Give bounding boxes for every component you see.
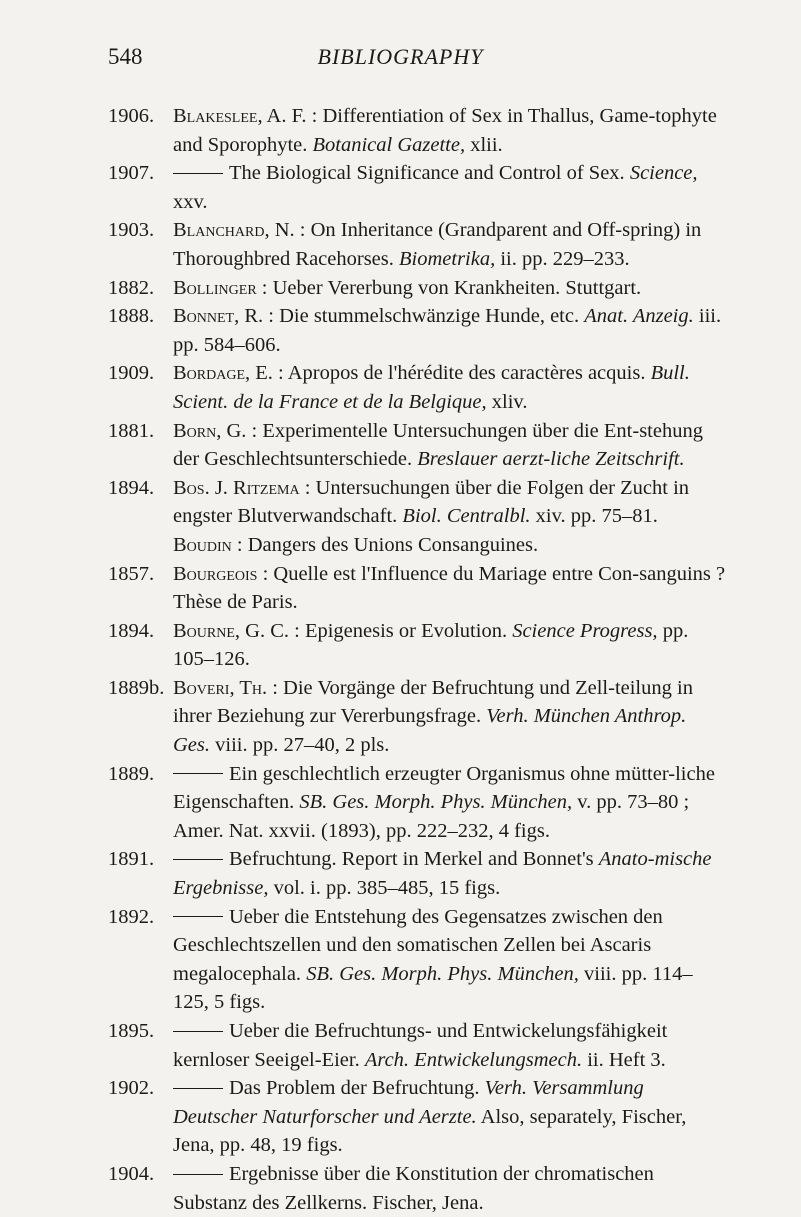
entry-title: : Untersuchungen über die Folgen der Zucht in engster Blutverwandschaft.: [173, 476, 690, 528]
page-number: 548: [108, 44, 143, 69]
entry-year: 1881.: [108, 419, 155, 442]
entry-author: Bos. J. Ritzema: [173, 476, 300, 499]
bibliography-entry: [108, 474, 728, 531]
entry-text: [173, 1074, 728, 1160]
entry-author: Blakeslee, A. F.: [173, 105, 307, 127]
entry-year: 1889b.: [108, 676, 165, 699]
entry-citation: viii. pp. 27–40, 2 pls.: [210, 734, 390, 757]
page-header: [0, 44, 801, 84]
bibliography-entry: [108, 674, 728, 760]
entry-text: [173, 359, 728, 416]
entry-year: 1906.: [108, 105, 155, 127]
entry-citation: xliv.: [486, 390, 528, 413]
entry-citation: iii. pp. 584–606.: [173, 305, 722, 356]
entry-text: [173, 417, 728, 474]
entry-journal: Anat. Anzeig.: [584, 305, 694, 328]
bibliography-entry: [108, 1074, 728, 1160]
ditto-dash: [173, 773, 223, 774]
entry-year: 1907.: [108, 162, 155, 185]
entry-year: 1894.: [108, 619, 155, 642]
entry-text: [173, 674, 728, 760]
entry-year: 1894.: [108, 476, 155, 499]
entry-citation: pp. 105–126.: [173, 619, 689, 671]
bibliography-entry: [108, 617, 728, 674]
entry-author: Bollinger: [173, 276, 257, 299]
entry-citation: viii. pp. 114–125, 5 figs.: [173, 962, 693, 1014]
entry-year: 1857.: [108, 562, 155, 585]
ditto-dash: [173, 859, 223, 860]
entry-text: [173, 903, 728, 1017]
entry-title: : Quelle est l'Influence du Mariage entre Con-sanguins ? Thèse de Paris.: [173, 562, 726, 614]
entry-text: [173, 845, 728, 902]
entry-journal: Arch. Entwickelungsmech.: [364, 1048, 583, 1071]
entry-title: Ueber die Entstehung des Gegensatzes zwischen den Geschlechtszellen und den somatischen Zellen bei Ascaris megalocephala.: [173, 905, 663, 985]
bibliography-entry: [108, 359, 728, 416]
entry-year: 1895.: [108, 1020, 155, 1042]
running-head: BIBLIOGRAPHY: [317, 44, 484, 69]
entry-title: : Apropos de l'hérédite des caractères acquis.: [272, 362, 651, 385]
bibliography-entry: [108, 903, 728, 1017]
bibliography-entry: [108, 1017, 728, 1074]
entry-journal: Verh. München Anthrop. Ges.: [173, 705, 687, 757]
entry-year: 1889.: [108, 762, 155, 785]
entry-text: [173, 216, 728, 273]
ditto-dash: [173, 1088, 223, 1089]
entry-title: Das Problem der Befruchtung.: [229, 1077, 485, 1100]
entry-year: 1904.: [108, 1162, 155, 1185]
entry-citation: xxv.: [173, 190, 208, 213]
entry-author: Bourne, G. C.: [173, 619, 289, 642]
entry-title: : Experimentelle Untersuchungen über die Ent-stehung der Geschlechtsunterschiede.: [173, 419, 703, 471]
bibliography-entry: [108, 1160, 728, 1217]
entry-title: : On Inheritance (Grandparent and Off-spring) in Thoroughbred Racehorses.: [173, 219, 702, 270]
entry-text: [173, 159, 728, 216]
entry-year: 1882.: [108, 276, 155, 299]
entry-author: Boudin: [173, 533, 232, 556]
entry-year: 1909.: [108, 362, 155, 385]
entry-title: : Die stummelschwänzige Hunde, etc.: [263, 305, 585, 328]
entry-journal: Anato-mische Ergebnisse,: [173, 848, 712, 900]
entry-text: [173, 560, 728, 617]
entry-text: [173, 617, 728, 674]
entry-citation: Also, separately, Fischer, Jena, pp. 48, 19 figs.: [173, 1105, 687, 1157]
bibliography-entry: [108, 302, 728, 359]
bibliography-entry: [108, 531, 728, 560]
entry-text: [173, 1017, 728, 1074]
entry-journal: Science,: [629, 162, 698, 185]
ditto-dash: [173, 1031, 223, 1032]
entry-year: 1891.: [108, 848, 155, 871]
entry-journal: Biol. Centralbl.: [402, 505, 531, 528]
entry-journal: Botanical Gazette,: [312, 133, 466, 156]
entry-journal: Bull. Scient. de la France et de la Belgique,: [173, 362, 690, 413]
entry-author: Boveri, Th.: [173, 676, 268, 699]
entry-citation: vol. i. pp. 385–485, 15 figs.: [268, 877, 501, 900]
entry-citation: ii. Heft 3.: [582, 1048, 666, 1071]
entry-citation: xlii.: [465, 133, 503, 156]
entry-title: Ueber die Befruchtungs- und Entwickelungsfähigkeit kernloser Seeigel-Eier.: [173, 1020, 668, 1071]
entry-citation: xiv. pp. 75–81.: [530, 505, 658, 528]
entry-title: : Dangers des Unions Consanguines.: [231, 533, 539, 556]
entry-citation: ii. pp. 229–233.: [495, 247, 630, 270]
ditto-dash: [173, 1174, 223, 1175]
entry-journal: Breslauer aerzt-liche Zeitschrift.: [417, 448, 685, 471]
bibliography-entry: [108, 159, 728, 216]
ditto-dash: [173, 916, 223, 917]
bibliography-list: [108, 102, 728, 1217]
entry-title: Ergebnisse über die Konstitution der chromatischen Substanz des Zellkerns. Fischer, Jena.: [173, 1162, 654, 1214]
entry-year: 1888.: [108, 305, 155, 328]
entry-text: [173, 302, 728, 359]
bibliography-entry: [108, 274, 728, 303]
entry-citation: v. pp. 73–80 ; Amer. Nat. xxvii. (1893), pp. 222–232, 4 figs.: [173, 791, 690, 842]
entry-text: [173, 474, 728, 531]
bibliography-entry: [108, 102, 728, 159]
bibliography-entry: [108, 845, 728, 902]
entry-title: Ein geschlechtlich erzeugter Organismus ohne mütter-liche Eigenschaften.: [173, 762, 715, 814]
entry-journal: Verh. Versammlung Deutscher Naturforscher und Aerzte.: [173, 1077, 644, 1128]
entry-text: [173, 531, 728, 560]
entry-author: Bordage, E.: [173, 362, 273, 385]
entry-text: [173, 760, 728, 846]
ditto-dash: [173, 173, 223, 174]
entry-title: : Die Vorgänge der Befruchtung und Zell-teilung in ihrer Beziehung zur Vererbungsfrage.: [173, 676, 693, 728]
bibliography-entry: [108, 760, 728, 846]
entry-title: : Epigenesis or Evolution.: [289, 619, 513, 642]
entry-title: The Biological Significance and Control of Sex.: [229, 162, 630, 185]
bibliography-entry: [108, 216, 728, 273]
entry-text: [173, 102, 728, 159]
entry-author: Blanchard, N.: [173, 219, 295, 242]
entry-journal: SB. Ges. Morph. Phys. München,: [306, 962, 579, 985]
bibliography-entry: [108, 417, 728, 474]
entry-author: Born, G.: [173, 419, 247, 442]
entry-journal: SB. Ges. Morph. Phys. München,: [299, 791, 573, 814]
entry-title: : Ueber Vererbung von Krankheiten. Stuttgart.: [256, 276, 642, 299]
entry-year: 1902.: [108, 1077, 155, 1100]
entry-author: Bonnet, R.: [173, 305, 264, 328]
entry-text: [173, 1160, 728, 1217]
entry-year: 1903.: [108, 219, 155, 242]
entry-journal: Science Progress,: [512, 619, 658, 642]
entry-year: 1892.: [108, 905, 155, 928]
bibliography-entry: [108, 560, 728, 617]
entry-text: [173, 274, 728, 303]
entry-title: : Differentiation of Sex in Thallus, Game-tophyte and Sporophyte.: [173, 105, 717, 156]
entry-journal: Biometrika,: [399, 247, 496, 270]
entry-author: Bourgeois: [173, 562, 258, 585]
entry-title: Befruchtung. Report in Merkel and Bonnet's: [229, 848, 599, 871]
